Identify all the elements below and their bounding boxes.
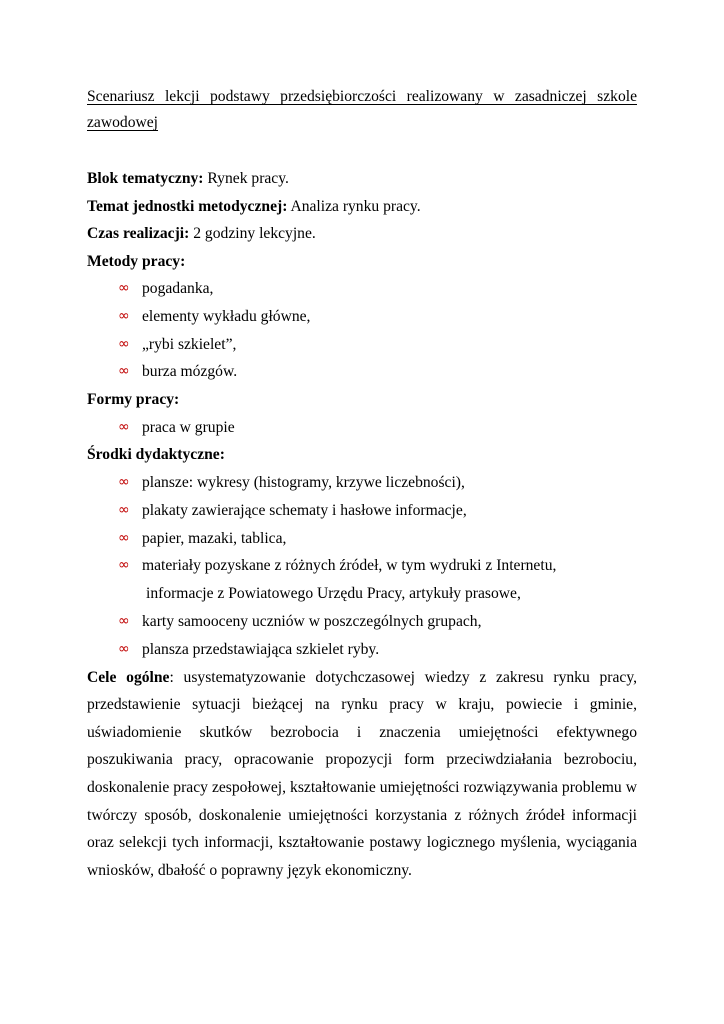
topic-line [87,193,637,221]
time-line [87,220,637,248]
infinity-icon: ∞ [118,640,130,657]
time-value: 2 godziny lekcyjne. [193,225,316,242]
infinity-icon: ∞ [118,612,130,629]
goals-text: : usystematyzowanie dotychczasowej wiedzy z zakresu rynku pracy, przedstawienie sytuacji bieżącej na rynku pracy w kraju, powiecie i gminie, uświadomienie skutków bezrobocia i znaczenia umiejętności efektywnego poszukiwania pracy, opracowanie propozycji form przeciwdziałania bezrobociu, doskonalenie pracy zespołowej, kształtowanie umiejętności rozwiązywania problemu w twórczy sposób, doskonalenie umiejętności korzystania z różnych źródeł informacji oraz selekcji tych informacji, kształtowanie postawy logicznego myślenia, wyciągania wniosków, dbałość o poprawny język ekonomiczny. [87,668,637,879]
list-item: ∞ praca w grupie [87,414,637,442]
list-item: ∞ karty samooceny uczniów w poszczególnych grupach, [87,608,637,636]
goals-paragraph [87,664,637,885]
resources-list [87,469,637,664]
list-item: ∞ burza mózgów. [87,358,637,386]
list-item: ∞ plakaty zawierające schematy i hasłowe informacje, [87,497,637,525]
infinity-icon: ∞ [118,363,130,380]
infinity-icon: ∞ [118,529,130,546]
topic-value: Analiza rynku pracy. [290,197,421,215]
infinity-icon: ∞ [118,307,130,324]
infinity-icon: ∞ [118,557,130,574]
forms-heading: Formy pracy: [87,391,180,409]
forms-list [87,414,637,442]
list-item: ∞ pogadanka, [87,275,637,303]
block-label: Blok tematyczny: [87,170,204,187]
list-item-continuation: informacje z Powiatowego Urzędu Pracy, artykuły prasowe, [146,585,521,603]
topic-label: Temat jednostki metodycznej: [87,197,288,215]
list-item: ∞ materiały pozyskane z różnych źródeł, w tym wydruki z Internetu, informacje z Powiatowego Urzędu Pracy, artykuły prasowe, [87,552,637,608]
methods-list [87,275,637,386]
list-item: ∞ „rybi szkielet”, [87,331,637,359]
list-item: ∞ elementy wykładu główne, [87,303,637,331]
spacer [87,136,637,165]
block-line [87,165,637,193]
goals-label: Cele ogólne [87,668,170,686]
document-page [87,84,637,884]
infinity-icon: ∞ [118,280,130,296]
time-label: Czas realizacji: [87,225,190,242]
list-item: ∞ plansza przedstawiająca szkielet ryby. [87,636,637,664]
methods-heading: Metody pracy: [87,252,186,270]
infinity-icon: ∞ [118,418,130,435]
infinity-icon: ∞ [118,501,130,518]
list-item: ∞ plansze: wykresy (histogramy, krzywe liczebności), [87,469,637,497]
infinity-icon: ∞ [118,335,130,352]
list-item: ∞ papier, mazaki, tablica, [87,525,637,553]
block-value: Rynek pracy. [207,170,289,187]
resources-heading: Środki dydaktyczne: [87,446,225,464]
document-title: Scenariusz lekcji podstawy przedsiębiorczości realizowany w zasadniczej szkole zawodowej [87,88,637,131]
infinity-icon: ∞ [118,473,130,490]
